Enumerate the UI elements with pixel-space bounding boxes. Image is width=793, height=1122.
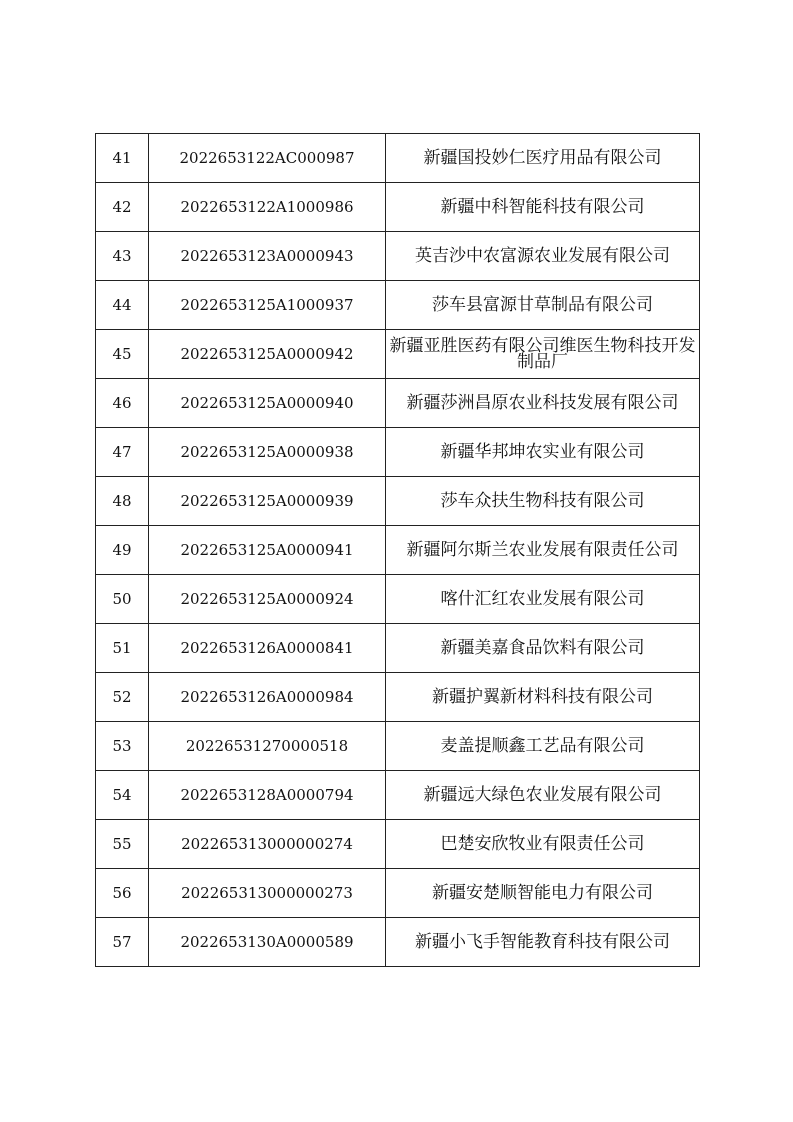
registration-code-cell: 2022653125A0000939	[149, 477, 386, 526]
company-name-cell: 新疆国投妙仁医疗用品有限公司	[386, 134, 700, 183]
company-name-cell: 新疆中科智能科技有限公司	[386, 183, 700, 232]
row-number-cell: 48	[96, 477, 149, 526]
company-name-cell: 喀什汇红农业发展有限公司	[386, 575, 700, 624]
registration-code-cell: 2022653125A0000938	[149, 428, 386, 477]
row-number-cell: 41	[96, 134, 149, 183]
row-number-cell: 52	[96, 673, 149, 722]
table-row	[96, 820, 700, 869]
registration-code-cell: 2022653126A0000984	[149, 673, 386, 722]
table-row	[96, 771, 700, 820]
table-row	[96, 575, 700, 624]
company-name-cell: 新疆美嘉食品饮料有限公司	[386, 624, 700, 673]
company-name-cell: 新疆阿尔斯兰农业发展有限责任公司	[386, 526, 700, 575]
table-row	[96, 918, 700, 967]
row-number-cell: 50	[96, 575, 149, 624]
row-number-cell: 57	[96, 918, 149, 967]
registration-code-cell: 202265313000000274	[149, 820, 386, 869]
table-row	[96, 624, 700, 673]
row-number-cell: 46	[96, 379, 149, 428]
row-number-cell: 56	[96, 869, 149, 918]
table-row	[96, 281, 700, 330]
registration-code-cell: 20226531270000518	[149, 722, 386, 771]
table-row	[96, 526, 700, 575]
company-name-cell: 新疆远大绿色农业发展有限公司	[386, 771, 700, 820]
registration-code-cell: 2022653125A1000937	[149, 281, 386, 330]
table-row	[96, 134, 700, 183]
row-number-cell: 49	[96, 526, 149, 575]
registration-code-cell: 2022653123A0000943	[149, 232, 386, 281]
company-name-cell: 莎车众扶生物科技有限公司	[386, 477, 700, 526]
row-number-cell: 42	[96, 183, 149, 232]
registration-code-cell: 2022653125A0000940	[149, 379, 386, 428]
table-row	[96, 232, 700, 281]
company-name-cell: 新疆安楚顺智能电力有限公司	[386, 869, 700, 918]
table-body	[96, 134, 700, 967]
table-row	[96, 330, 700, 379]
row-number-cell: 53	[96, 722, 149, 771]
registration-code-cell: 2022653125A0000941	[149, 526, 386, 575]
row-number-cell: 45	[96, 330, 149, 379]
company-name-cell: 新疆小飞手智能教育科技有限公司	[386, 918, 700, 967]
row-number-cell: 47	[96, 428, 149, 477]
row-number-cell: 55	[96, 820, 149, 869]
company-name-cell: 莎车县富源甘草制品有限公司	[386, 281, 700, 330]
registration-code-cell: 2022653126A0000841	[149, 624, 386, 673]
table-row	[96, 428, 700, 477]
company-registry-table	[95, 133, 700, 967]
registration-code-cell: 2022653130A0000589	[149, 918, 386, 967]
registration-code-cell: 2022653125A0000924	[149, 575, 386, 624]
table-row	[96, 379, 700, 428]
company-name-cell: 麦盖提顺鑫工艺品有限公司	[386, 722, 700, 771]
registration-code-cell: 2022653125A0000942	[149, 330, 386, 379]
row-number-cell: 54	[96, 771, 149, 820]
row-number-cell: 43	[96, 232, 149, 281]
company-name-cell: 新疆华邦坤农实业有限公司	[386, 428, 700, 477]
registration-code-cell: 2022653122AC000987	[149, 134, 386, 183]
registration-code-cell: 2022653128A0000794	[149, 771, 386, 820]
table-row	[96, 869, 700, 918]
company-name-cell: 新疆护翼新材料科技有限公司	[386, 673, 700, 722]
table-row	[96, 722, 700, 771]
row-number-cell: 44	[96, 281, 149, 330]
company-name-cell: 巴楚安欣牧业有限责任公司	[386, 820, 700, 869]
company-name-cell: 英吉沙中农富源农业发展有限公司	[386, 232, 700, 281]
table-row	[96, 673, 700, 722]
registration-code-cell: 202265313000000273	[149, 869, 386, 918]
registration-code-cell: 2022653122A1000986	[149, 183, 386, 232]
table-row	[96, 183, 700, 232]
company-name-cell: 新疆莎洲昌原农业科技发展有限公司	[386, 379, 700, 428]
table-row	[96, 477, 700, 526]
row-number-cell: 51	[96, 624, 149, 673]
company-name-cell: 新疆亚胜医药有限公司维医生物科技开发制品厂	[386, 330, 700, 379]
